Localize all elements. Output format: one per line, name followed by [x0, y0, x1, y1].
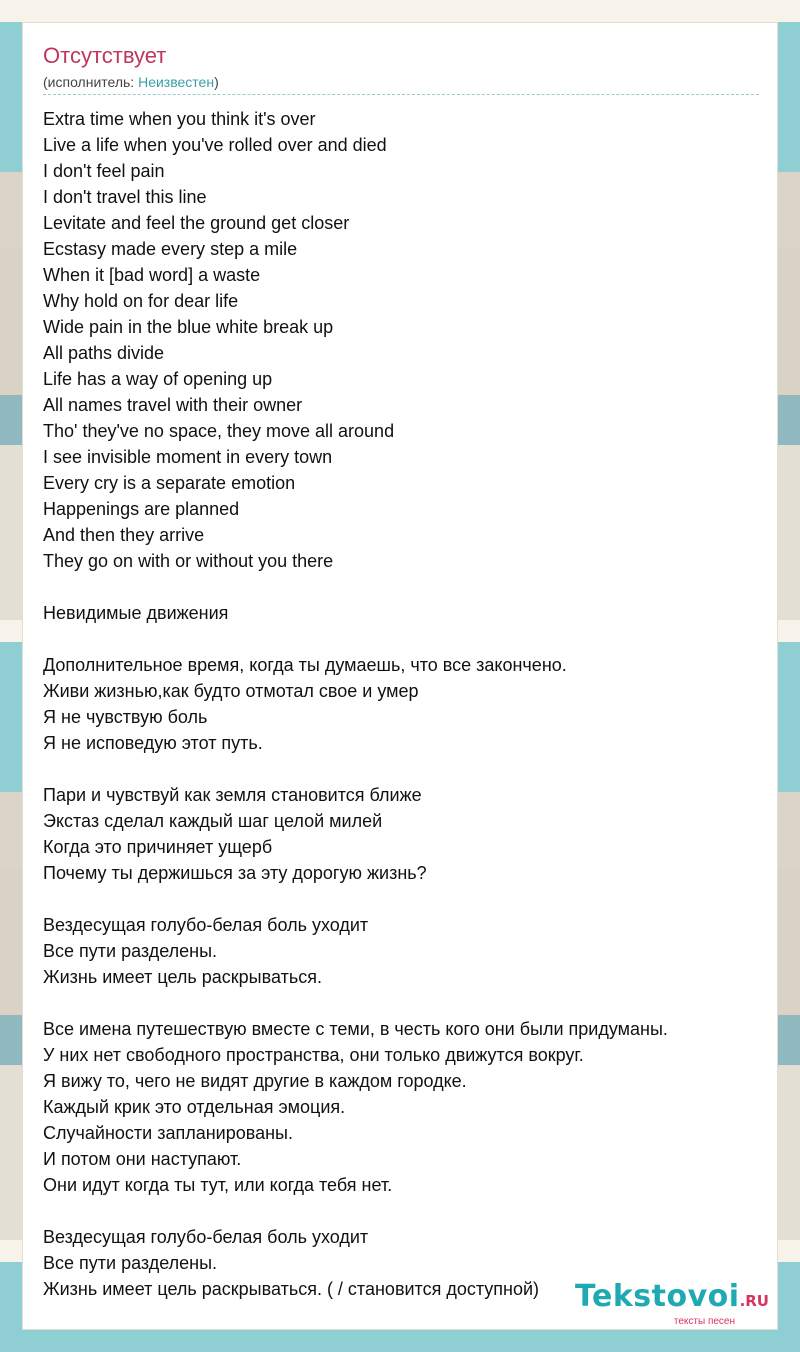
lyric-line: Живи жизнью,как будто отмотал свое и умер [43, 681, 419, 701]
lyric-line: Все пути разделены. [43, 941, 218, 961]
lyric-line: Why hold on for dear life [43, 291, 239, 311]
logo-name: Tekstovoi [575, 1279, 740, 1314]
lyric-line [43, 756, 763, 782]
logo-tld: .RU [739, 1292, 769, 1310]
lyric-line: Я вижу то, чего не видят другие в каждом городке. [43, 1071, 467, 1091]
lyric-line: Почему ты держишься за эту дорогую жизнь? [43, 863, 427, 883]
artist-suffix: ) [214, 74, 219, 90]
lyric-line: Экстаз сделал каждый шаг целой милей [43, 811, 383, 831]
lyric-line: I see invisible moment in every town [43, 447, 333, 467]
lyric-line: Wide pain in the blue white break up [43, 317, 334, 337]
lyric-line: Я не чувствую боль [43, 707, 208, 727]
lyric-line: Happenings are planned [43, 499, 240, 519]
artist-prefix: (исполнитель: [43, 74, 139, 90]
site-logo[interactable] [575, 1281, 769, 1327]
lyric-line: Дополнительное время, когда ты думаешь, что все закончено. [43, 655, 567, 675]
lyric-line: Жизнь имеет цель раскрываться. [43, 967, 322, 987]
lyric-line [43, 990, 763, 1016]
lyric-line: Вездесущая голубо-белая боль уходит [43, 915, 369, 935]
lyric-line: All paths divide [43, 343, 165, 363]
lyric-line: And then they arrive [43, 525, 205, 545]
lyric-line: Все пути разделены. [43, 1253, 218, 1273]
lyric-line: I don't travel this line [43, 187, 207, 207]
lyric-line [43, 1198, 763, 1224]
lyric-line: Случайности запланированы. [43, 1123, 293, 1143]
lyric-line: All names travel with their owner [43, 395, 303, 415]
lyric-line: They go on with or without you there [43, 551, 334, 571]
lyric-line [43, 574, 763, 600]
lyric-line: Tho' they've no space, they move all around [43, 421, 395, 441]
artist-line [43, 74, 219, 90]
lyric-line: Ecstasy made every step a mile [43, 239, 298, 259]
lyric-line: Они идут когда ты тут, или когда тебя нет. [43, 1175, 393, 1195]
logo-wordmark [575, 1281, 769, 1317]
artist-link[interactable]: Неизвестен [138, 74, 215, 90]
logo-tagline: тексты песен [673, 1316, 735, 1327]
lyrics-text [43, 106, 763, 1302]
lyric-line: When it [bad word] a waste [43, 265, 261, 285]
lyric-line: Extra time when you think it's over [43, 109, 316, 129]
lyric-line: Я не исповедую этот путь. [43, 733, 263, 753]
lyric-line: Every cry is a separate emotion [43, 473, 296, 493]
lyric-line: У них нет свободного пространства, они только движутся вокруг. [43, 1045, 584, 1065]
lyric-line: Все имена путешествую вместе с теми, в честь кого они были придуманы. [43, 1019, 668, 1039]
lyric-line: Levitate and feel the ground get closer [43, 213, 350, 233]
lyric-line: Жизнь имеет цель раскрываться. ( / становится доступной) [43, 1279, 540, 1299]
lyric-line: Life has a way of opening up [43, 369, 273, 389]
song-title: Отсутствует [43, 43, 167, 68]
lyric-line: Пари и чувствуй как земля становится ближе [43, 785, 422, 805]
lyric-line: Вездесущая голубо-белая боль уходит [43, 1227, 369, 1247]
lyrics-card [22, 22, 778, 1330]
lyric-line [43, 626, 763, 652]
title-divider [43, 94, 759, 95]
lyric-line [43, 886, 763, 912]
lyric-line: Каждый крик это отдельная эмоция. [43, 1097, 346, 1117]
lyric-line: Невидимые движения [43, 603, 229, 623]
lyric-line: Live a life when you've rolled over and died [43, 135, 387, 155]
lyric-line: Когда это причиняет ущерб [43, 837, 273, 857]
lyric-line: I don't feel pain [43, 161, 165, 181]
lyric-line: И потом они наступают. [43, 1149, 242, 1169]
